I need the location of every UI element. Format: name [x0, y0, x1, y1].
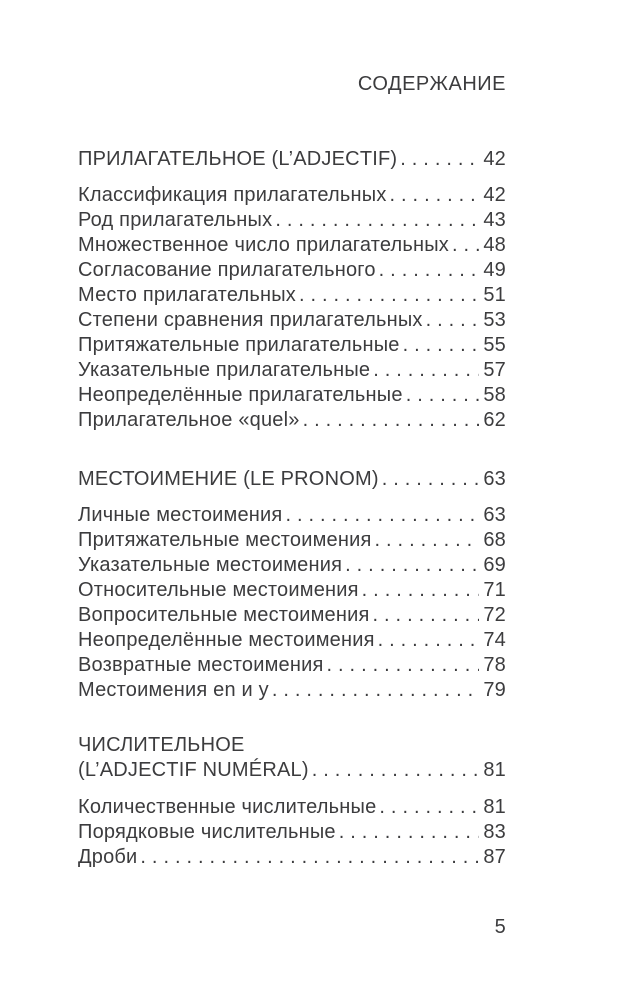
toc-entry: [78, 503, 506, 528]
toc-entry-label: Притяжательные прилагательные: [78, 334, 400, 356]
toc-entry: [78, 528, 506, 553]
toc-entry-label: Степени сравнения прилагательных: [78, 309, 423, 331]
toc-entry: [78, 553, 506, 578]
dot-leader: [342, 553, 479, 578]
toc-entry: [78, 628, 506, 653]
toc-entry: [78, 208, 506, 233]
dot-leader: [282, 503, 479, 528]
toc-heading-label: (L’ADJECTIF NUMÉRAL): [78, 759, 309, 781]
toc-entry: [78, 845, 506, 870]
dot-leader: [359, 578, 480, 603]
toc-entry-label: Притяжательные местоимения: [78, 529, 372, 551]
dot-leader: [309, 758, 480, 783]
toc-entry-page: 87: [483, 846, 506, 868]
toc-section-numeral: [78, 733, 506, 870]
dot-leader: [372, 528, 480, 553]
toc-entry: [78, 678, 506, 703]
dot-leader: [375, 628, 480, 653]
toc-entry: [78, 183, 506, 208]
toc-entry-label: Классификация прилагательных: [78, 184, 387, 206]
toc-heading-label: МЕСТОИМЕНИЕ (LE PRONOM): [78, 468, 379, 490]
dot-leader: [423, 308, 480, 333]
toc-entry: [78, 820, 506, 845]
dot-leader: [387, 183, 480, 208]
toc-entry-label: Род прилагательных: [78, 209, 273, 231]
toc-entry-page: 53: [483, 309, 506, 331]
toc-entry-page: 63: [483, 504, 506, 526]
toc-entry-page: 74: [483, 629, 506, 651]
toc-entry: [78, 233, 506, 258]
toc-heading-label: ПРИЛАГАТЕЛЬНОЕ (L’ADJECTIF): [78, 148, 398, 170]
toc-entries: [78, 183, 506, 433]
toc-entry-page: 69: [483, 554, 506, 576]
toc-heading: [78, 467, 506, 492]
toc-entry: [78, 258, 506, 283]
dot-leader: [336, 820, 480, 845]
toc-entry-page: 55: [483, 334, 506, 356]
toc-entry-label: Указательные прилагательные: [78, 359, 371, 381]
toc-title: СОДЕРЖАНИЕ: [357, 73, 506, 95]
dot-leader: [379, 467, 480, 492]
dot-leader: [269, 678, 479, 703]
toc-entry-label: Личные местоимения: [78, 504, 283, 526]
toc-entry-label: Местоимения en и y: [78, 679, 269, 701]
toc-entry-page: 42: [483, 184, 506, 206]
toc-entry: [78, 603, 506, 628]
toc-entry-label: Порядковые числительные: [78, 821, 336, 843]
toc-entry-page: 72: [483, 604, 506, 626]
toc-entries: [78, 795, 506, 870]
toc-entry: [78, 383, 506, 408]
dot-leader: [296, 283, 479, 308]
toc-entry: [78, 795, 506, 820]
dot-leader: [397, 147, 479, 172]
toc-entry: [78, 578, 506, 603]
toc-entry-page: 71: [483, 579, 506, 601]
toc-entry-page: 62: [483, 409, 506, 431]
dot-leader: [400, 333, 480, 358]
toc-section-adjective: [78, 147, 506, 433]
toc-entry-label: Неопределённые прилагательные: [78, 384, 403, 406]
toc-entry-label: Дроби: [78, 846, 138, 868]
toc-entry: [78, 408, 506, 433]
dot-leader: [137, 845, 479, 870]
toc-entry-label: Количественные числительные: [78, 796, 377, 818]
toc-entry-label: Место прилагательных: [78, 284, 296, 306]
toc-entry-page: 78: [483, 654, 506, 676]
toc-heading-page: 81: [483, 759, 506, 781]
toc-entry-page: 58: [483, 384, 506, 406]
toc-entry-page: 51: [483, 284, 506, 306]
toc-entry-page: 57: [483, 359, 506, 381]
toc-entry-label: Указательные местоимения: [78, 554, 343, 576]
dot-leader: [370, 603, 480, 628]
dot-leader: [300, 408, 480, 433]
page-header: [78, 72, 506, 97]
toc-section-pronoun: [78, 467, 506, 703]
toc-heading-line1: ЧИСЛИТЕЛЬНОЕ: [78, 734, 245, 756]
toc-entry-label: Возвратные местоимения: [78, 654, 324, 676]
toc-heading: [78, 758, 506, 783]
toc-entry-label: Относительные местоимения: [78, 579, 359, 601]
toc-entry: [78, 653, 506, 678]
page-number: 5: [494, 916, 506, 938]
toc-entry: [78, 333, 506, 358]
dot-leader: [403, 383, 480, 408]
toc-entry-page: 79: [483, 679, 506, 701]
dot-leader: [376, 258, 480, 283]
toc-entry-page: 43: [483, 209, 506, 231]
toc-entry-page: 48: [483, 234, 506, 256]
toc-entry-page: 83: [483, 821, 506, 843]
toc-entry: [78, 358, 506, 383]
toc-entry-page: 81: [483, 796, 506, 818]
toc-entry: [78, 308, 506, 333]
toc-heading-page: 42: [483, 148, 506, 170]
dot-leader: [272, 208, 479, 233]
toc-entries: [78, 503, 506, 703]
toc-heading-page: 63: [483, 468, 506, 490]
dot-leader: [370, 358, 479, 383]
toc-heading: [78, 147, 506, 172]
toc-entry-label: Множественное число прилагательных: [78, 234, 450, 256]
dot-leader: [324, 653, 480, 678]
toc-entry-label: Неопределённые местоимения: [78, 629, 375, 651]
toc-entry-label: Согласование прилагательного: [78, 259, 376, 281]
toc-entry-page: 68: [483, 529, 506, 551]
toc-entry: [78, 283, 506, 308]
dot-leader: [449, 233, 479, 258]
toc-entry-label: Вопросительные местоимения: [78, 604, 370, 626]
dot-leader: [376, 795, 479, 820]
toc-entry-label: Прилагательное «quel»: [78, 409, 300, 431]
toc-entry-page: 49: [483, 259, 506, 281]
